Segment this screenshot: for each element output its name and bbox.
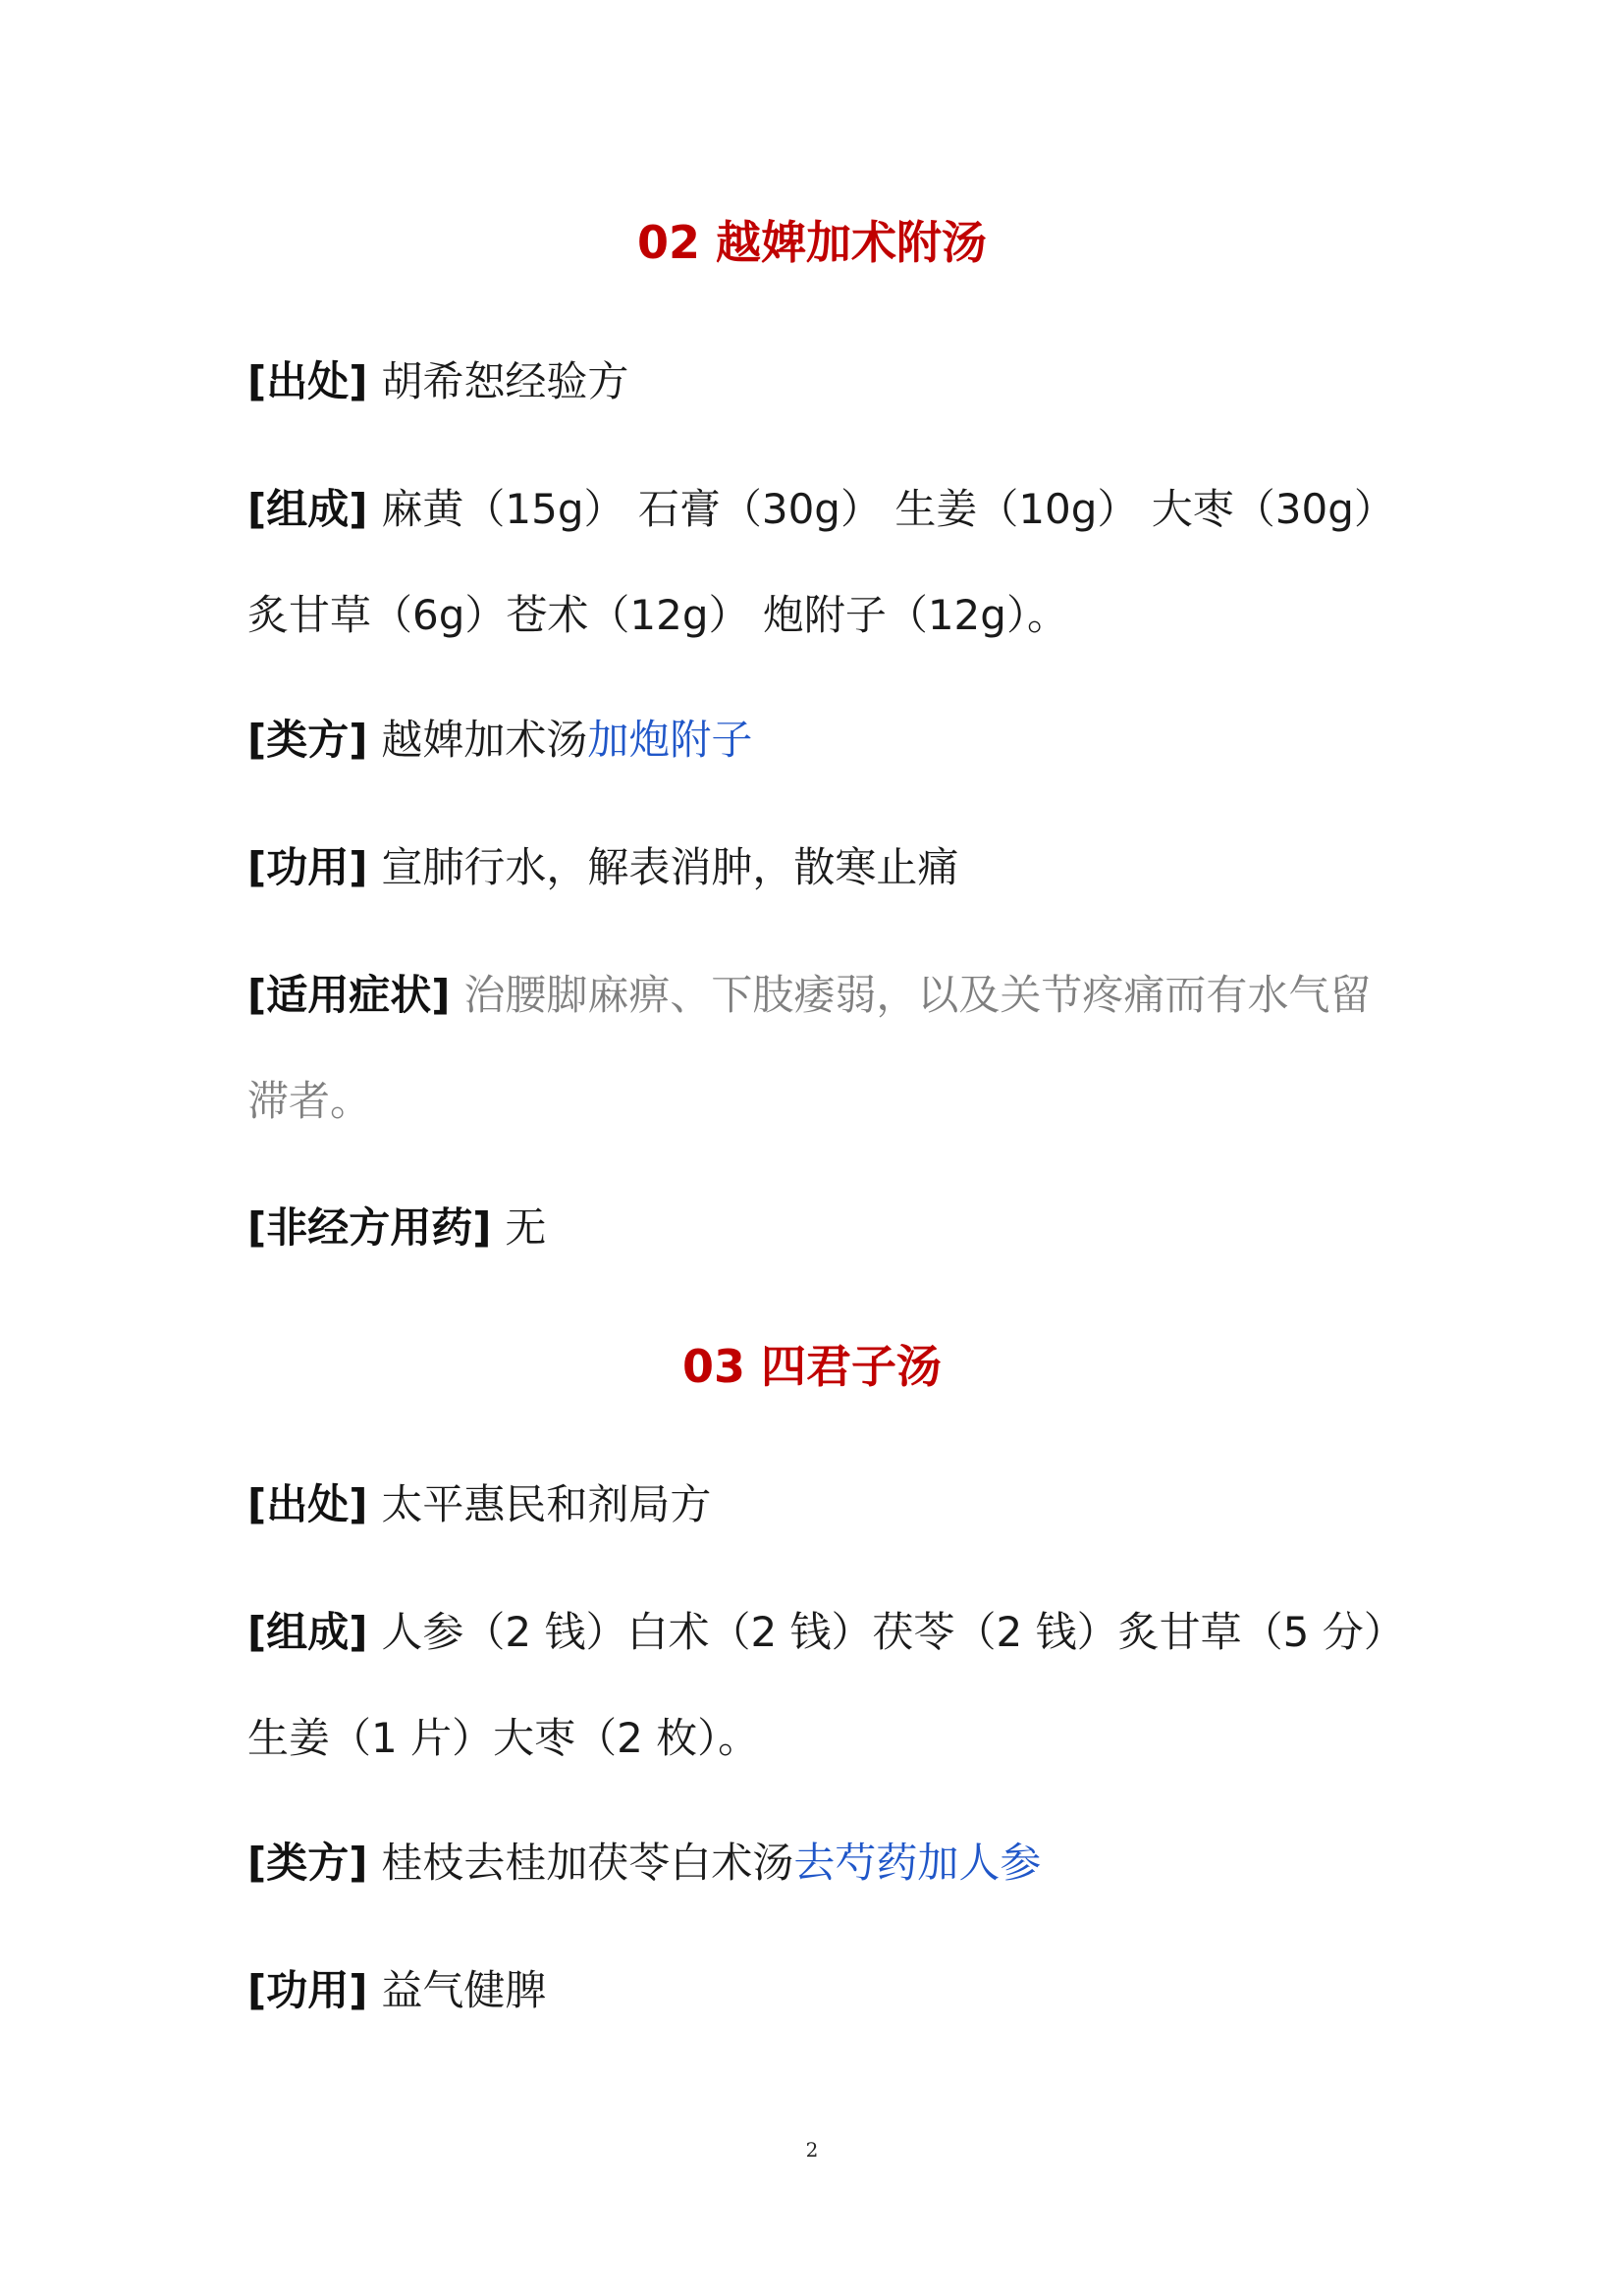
source-row <box>247 353 628 410</box>
similar-formula-row <box>247 1835 1041 1892</box>
similar-formula-value: 桂枝去桂加茯苓白术汤 <box>381 1839 794 1887</box>
function-row <box>247 839 958 896</box>
composition-line-2: 生姜（1 片）大枣（2 枚）。 <box>247 1714 760 1762</box>
similar-formula-label: [类方] <box>247 716 368 764</box>
composition-line-1: 麻黄（15g） 石膏（30g） 生姜（10g） 大枣（30g） <box>381 485 1395 533</box>
composition-continuation <box>247 1710 759 1767</box>
source-label: [出处] <box>247 357 368 405</box>
indication-row <box>247 967 1371 1024</box>
source-row <box>247 1476 711 1533</box>
composition-line-1: 人参（2 钱）白术（2 钱）茯苓（2 钱）炙甘草（5 分） <box>381 1608 1405 1656</box>
similar-formula-row <box>247 712 752 769</box>
composition-row <box>247 1604 1405 1661</box>
composition-label: [组成] <box>247 1608 368 1656</box>
page-number: 2 <box>805 2138 819 2162</box>
function-value: 宣肺行水，解表消肿，散寒止痛 <box>381 843 959 891</box>
function-value: 益气健脾 <box>381 1966 547 2014</box>
composition-row <box>247 481 1395 538</box>
function-row <box>247 1962 546 2019</box>
similar-formula-highlight: 加炮附子 <box>587 716 753 764</box>
indication-line-1: 治腰脚麻痹、下肢痿弱，以及关节疼痛而有水气留 <box>463 971 1372 1019</box>
nonclassic-herbs-label: [非经方用药] <box>247 1203 492 1252</box>
composition-line-2: 炙甘草（6g）苍术（12g） 炮附子（12g）。 <box>247 591 1068 639</box>
composition-label: [组成] <box>247 485 368 533</box>
similar-formula-value: 越婢加术汤 <box>381 716 588 764</box>
similar-formula-highlight: 去芍药加人参 <box>793 1839 1042 1887</box>
composition-continuation <box>247 587 1068 644</box>
indication-label: [适用症状] <box>247 971 451 1019</box>
indication-line-2: 滞者。 <box>247 1077 372 1125</box>
nonclassic-herbs-value: 无 <box>505 1203 547 1252</box>
source-value: 胡希恕经验方 <box>381 357 629 405</box>
section-title-02: 02 越婢加术附汤 <box>636 216 988 269</box>
similar-formula-label: [类方] <box>247 1839 368 1887</box>
source-value: 太平惠民和剂局方 <box>381 1480 712 1528</box>
source-label: [出处] <box>247 1480 368 1528</box>
function-label: [功用] <box>247 843 368 891</box>
nonclassic-herbs-row <box>247 1200 546 1256</box>
section-title-03: 03 四君子汤 <box>681 1340 943 1393</box>
function-label: [功用] <box>247 1966 368 2014</box>
indication-continuation <box>247 1073 371 1130</box>
